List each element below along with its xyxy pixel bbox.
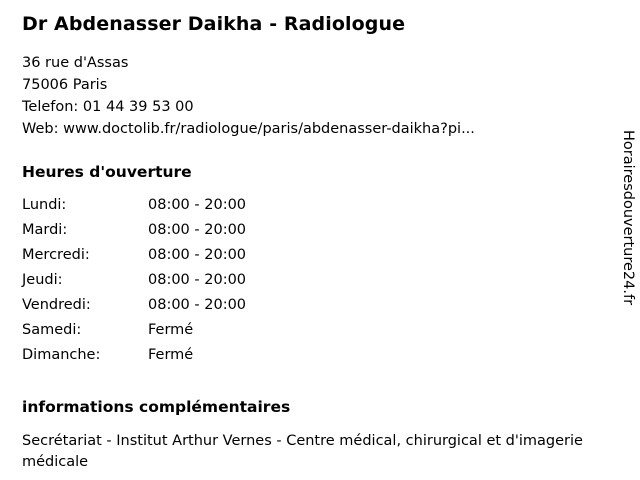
hours-time-value: 08:00 - 20:00 (148, 222, 247, 238)
hours-time-value: 08:00 - 20:00 (148, 247, 247, 263)
phone-line: Telefon: 01 44 39 53 00 (22, 99, 194, 115)
hours-day-label: Dimanche: (22, 347, 101, 363)
table-row (22, 221, 246, 246)
hours-time-value: Fermé (148, 347, 194, 363)
additional-info-text: Secrétariat - Institut Arthur Vernes - Centre médical, chirurgical et d'imagerie médicale (22, 433, 583, 470)
hours-day-label: Samedi: (22, 322, 82, 338)
hours-day-label: Vendredi: (22, 297, 91, 313)
table-row (22, 196, 246, 221)
table-row (22, 321, 246, 346)
hours-time-value: 08:00 - 20:00 (148, 297, 247, 313)
address-line-city: 75006 Paris (22, 77, 108, 93)
hours-day-label: Mardi: (22, 222, 68, 238)
card-content (22, 12, 602, 473)
table-row (22, 346, 246, 371)
hours-day-label: Mercredi: (22, 247, 90, 263)
opening-hours-heading: Heures d'ouverture (22, 163, 192, 181)
hours-day-label: Jeudi: (22, 272, 63, 288)
table-row (22, 246, 246, 271)
hours-time-value: 08:00 - 20:00 (148, 272, 247, 288)
opening-hours-table (22, 196, 246, 371)
hours-time-value: Fermé (148, 322, 194, 338)
site-watermark: Horairesdouverture24.fr (620, 130, 636, 306)
hours-time-value: 08:00 - 20:00 (148, 197, 247, 213)
table-row (22, 296, 246, 321)
website-line: Web: www.doctolib.fr/radiologue/paris/abdenasser-daikha?pi... (22, 121, 475, 137)
table-row (22, 271, 246, 296)
page-title: Dr Abdenasser Daikha - Radiologue (22, 13, 406, 35)
hours-day-label: Lundi: (22, 197, 67, 213)
address-line-street: 36 rue d'Assas (22, 55, 129, 71)
additional-info-heading: informations complémentaires (22, 398, 291, 416)
